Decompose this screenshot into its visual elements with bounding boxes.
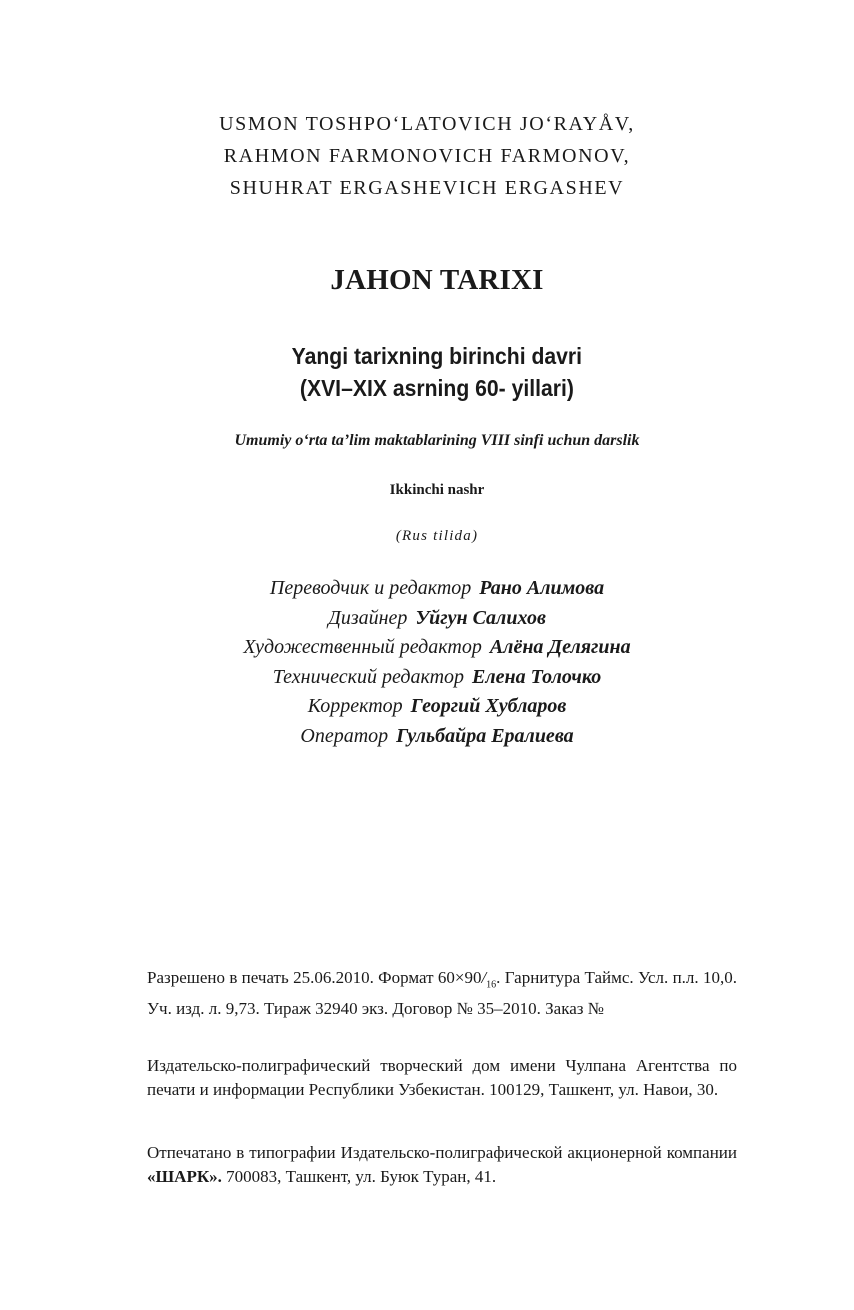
- credit-row: [0, 663, 854, 693]
- book-purpose: Umumiy o‘rta ta’lim maktablarining VIII sinfi uchun darslik: [234, 432, 640, 449]
- credit-name: Рано Алимова: [479, 577, 605, 599]
- language-label: (Rus tilida): [395, 528, 479, 544]
- credit-role: Переводчик и редактор: [269, 577, 472, 599]
- print-details-text: Разрешено в печать 25.06.2010. Формат 60: [147, 968, 455, 987]
- printer-name: «ШАРК».: [147, 1167, 222, 1186]
- author-line: RAHMON FARMONOVICH FARMONOV,: [223, 145, 631, 167]
- format-subscript: 16: [486, 979, 497, 991]
- credit-role: Оператор: [300, 724, 389, 747]
- credits-block: [0, 574, 854, 751]
- print-details-rest: . Гарнитура Таймс. Усл. п.л. 10,0. Уч. изд. л. 9,73. Тираж 32940 экз. Договор № 35–2010. Заказ №: [147, 968, 737, 1019]
- credit-row: [0, 574, 854, 604]
- authors-block: [0, 108, 854, 204]
- credit-row: [0, 722, 854, 752]
- book-subtitle: [0, 340, 854, 404]
- author-line: USMON TOSHPO‘LATOVICH JO‘RAYÅV,: [219, 113, 635, 135]
- printer-info: [147, 1141, 737, 1189]
- credit-role: Дизайнер: [328, 606, 408, 629]
- format-slash: /: [481, 968, 487, 987]
- credit-row: [0, 692, 854, 722]
- credit-row: [0, 604, 854, 634]
- format-value: 90: [464, 968, 482, 987]
- print-details: [147, 966, 737, 1021]
- printer-address: 700083, Ташкент, ул. Буюк Туран, 41.: [221, 1167, 497, 1186]
- subtitle-line: Yangi tarixning birinchi davri: [291, 343, 583, 369]
- format-times-sign: ×: [454, 968, 465, 987]
- author-line: SHUHRAT ERGASHEVICH ERGASHEV: [229, 177, 625, 199]
- credit-name: Уйгун Салихов: [415, 606, 546, 629]
- book-title: JAHON TARIXI: [330, 264, 544, 296]
- credit-name: Елена Толочко: [472, 665, 602, 688]
- credit-role: Технический редактор: [272, 665, 465, 688]
- subtitle-line: (XVI–XIX asrning 60- yillari): [299, 375, 575, 401]
- edition-label: Ikkinchi nashr: [389, 482, 485, 498]
- credit-row: [0, 633, 854, 663]
- credit-name: Георгий Хубларов: [410, 695, 567, 717]
- credit-role: Художественный редактор: [243, 636, 482, 658]
- credit-role: Корректор: [307, 695, 403, 717]
- publisher-info: Издательско-полиграфический творческий дом имени Чулпана Агентства по печати и информации Республики Узбекистан. 100129, Ташкент, ул. Навои, 30.: [147, 1056, 737, 1099]
- credit-name: Алёна Делягина: [489, 636, 631, 658]
- printer-text: Отпечатано в типографии Издательско-полиграфической акционерной компании: [147, 1143, 737, 1162]
- credit-name: Гульбайра Ералиева: [396, 724, 574, 747]
